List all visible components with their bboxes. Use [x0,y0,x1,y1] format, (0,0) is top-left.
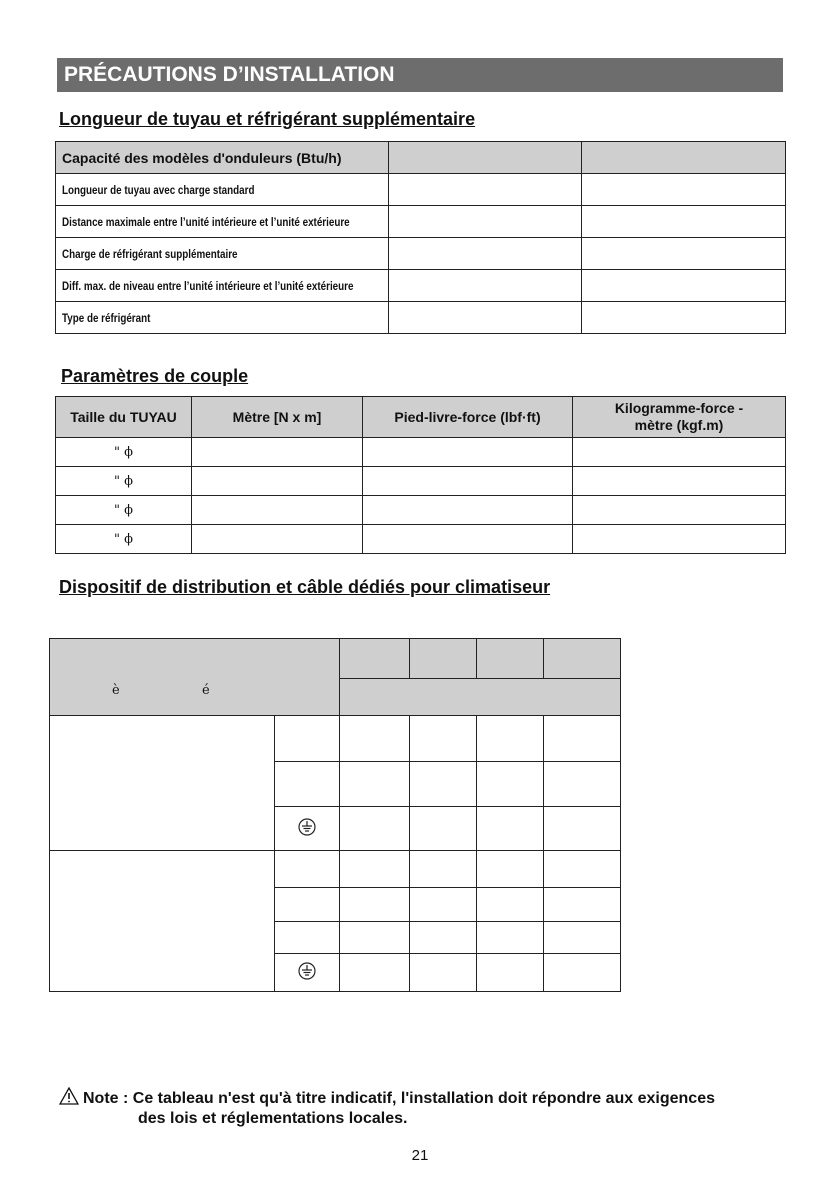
table-row [56,238,786,270]
table-row [50,851,621,888]
table-row [56,206,786,238]
pipe-size-cell: " ϕ [56,525,192,554]
row-label: Distance maximale entre l’unité intérieure et l’unité extérieure [56,206,389,238]
row-label: Diff. max. de niveau entre l’unité intérieure et l’unité extérieure [56,270,389,302]
note-prefix: Note : [83,1090,133,1107]
table-row [56,438,786,467]
pipe-size-cell: " ϕ [56,438,192,467]
capacity-col-2 [582,142,786,174]
note-line-1 [59,1087,715,1108]
pipe-size-cell: " ϕ [56,496,192,525]
note-text: Ce tableau n'est qu'à titre indicatif, l'installation doit répondre aux exigences [132,1090,715,1107]
table-row [56,496,786,525]
table-row [56,270,786,302]
pipe-size-header: Taille du TUYAU [56,397,192,438]
table-row [56,467,786,496]
table-row [56,174,786,206]
table-row [56,302,786,334]
table-header-row [56,397,786,438]
distribution-table [49,638,621,992]
kgf-meter-header: Kilogramme-force - mètre (kgf.m) [573,397,786,438]
note-line-2: des lois et réglementations locales. [138,1110,408,1127]
table-row [50,716,621,762]
capacity-col-1 [389,142,582,174]
pipe-size-cell: " ϕ [56,467,192,496]
ground-icon [275,954,340,992]
row-label: Type de réfrigérant [56,302,389,334]
capacity-header: Capacité des modèles d'onduleurs (Btu/h) [56,142,389,174]
table-header-row [56,142,786,174]
table-header-row [50,639,621,679]
row-label: Charge de réfrigérant supplémentaire [56,238,389,270]
pipe-length-heading: Longueur de tuyau et réfrigérant supplémentaire [59,109,476,129]
spec-header: è é [50,639,340,716]
table-row [56,525,786,554]
pipe-length-table [55,141,786,334]
warning-icon [59,1087,79,1105]
torque-table [55,396,786,554]
row-label: Longueur de tuyau avec charge standard [56,174,389,206]
section-banner: PRÉCAUTIONS D’INSTALLATION [57,58,783,92]
foot-pound-header: Pied-livre-force (lbf·ft) [363,397,573,438]
page-number: 21 [411,1147,429,1164]
torque-heading: Paramètres de couple [61,366,249,386]
newton-meter-header: Mètre [N x m] [192,397,363,438]
distribution-heading: Dispositif de distribution et câble dédiés pour climatiseur [59,577,551,597]
ground-icon [275,807,340,851]
